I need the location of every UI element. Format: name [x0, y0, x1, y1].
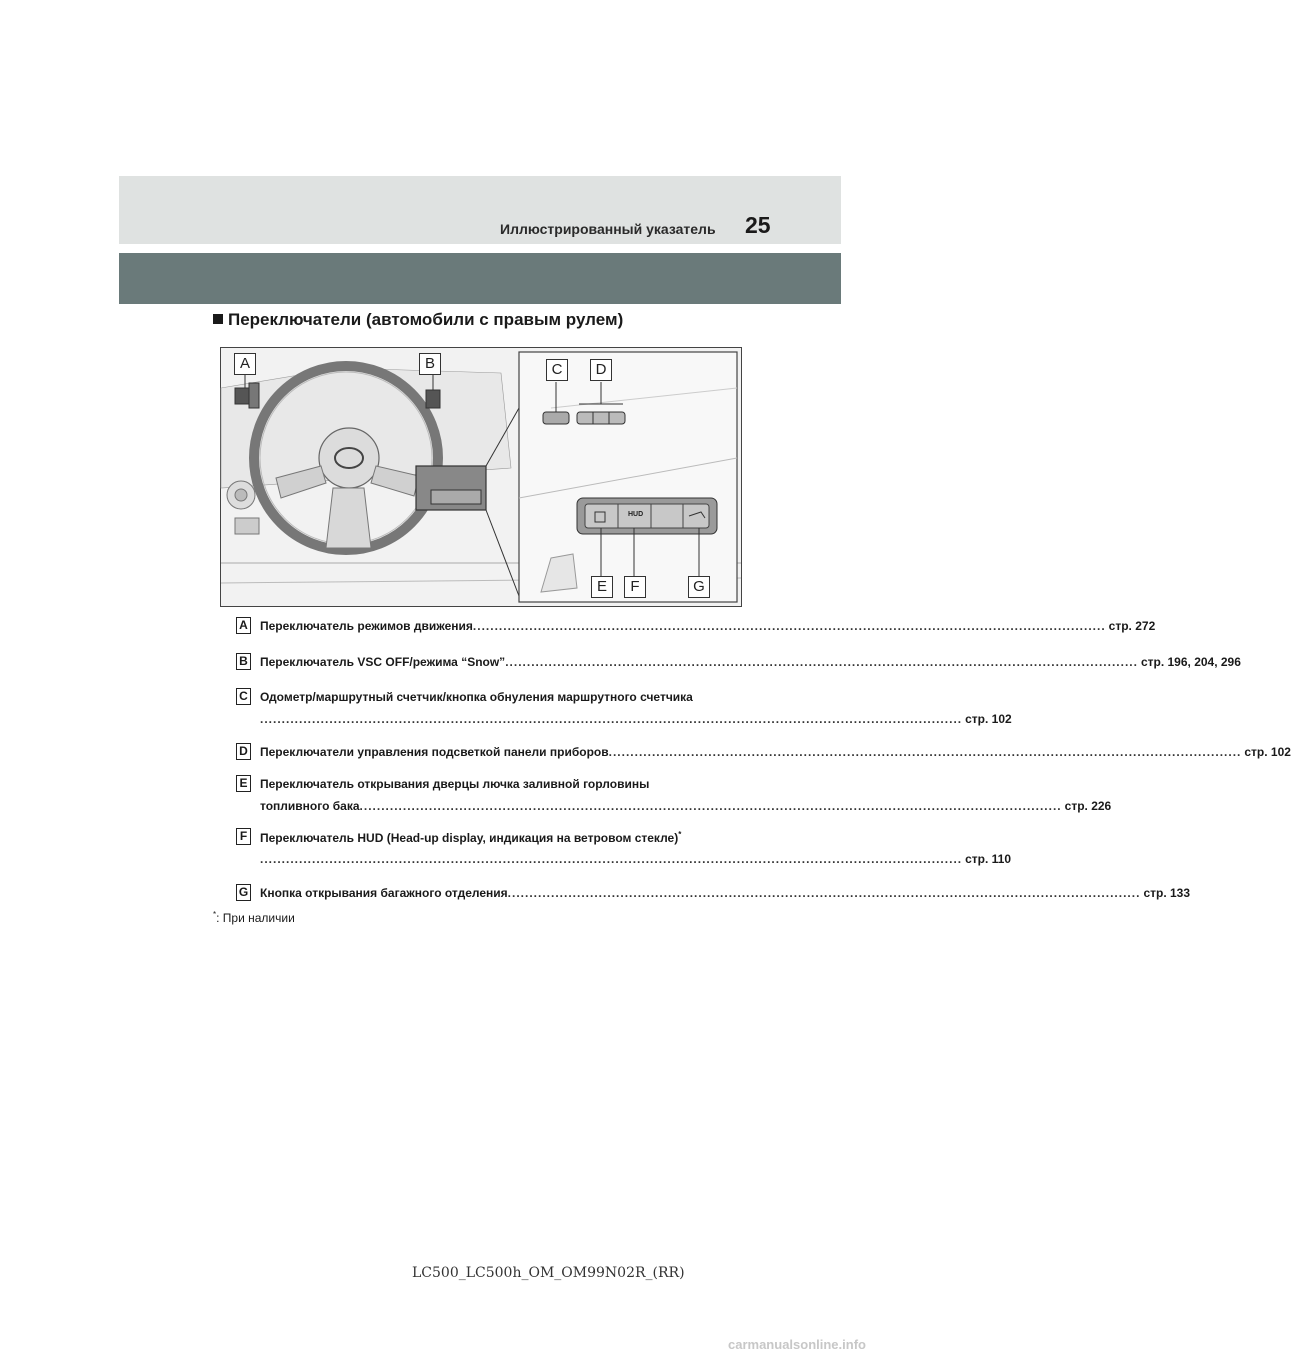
item-text: Переключатель режимов движения	[260, 619, 473, 633]
figure-label-f: F	[624, 576, 646, 598]
item-page-ref: стр. 102	[965, 712, 1012, 726]
item-text: Одометр/маршрутный счетчик/кнопка обнуления маршрутного счетчика	[260, 690, 693, 704]
item-text-main: Переключатель HUD (Head-up display, индикация на ветровом стекле)	[260, 831, 679, 845]
item-text: Переключатели управления подсветкой панели приборов	[260, 745, 609, 759]
dashboard-drawing	[221, 348, 741, 606]
hud-switch-text: HUD	[628, 511, 644, 518]
item-badge: A	[236, 617, 251, 634]
item-text: Переключатель HUD (Head-up display, индикация на ветровом стекле)*	[260, 830, 682, 845]
item-text: Переключатель открывания дверцы лючка заливной горловины	[260, 777, 650, 791]
figure-label-c: C	[546, 359, 568, 381]
figure-label-a: A	[234, 353, 256, 375]
item-text-continued: топливного бака	[260, 799, 360, 813]
footnote	[213, 910, 295, 925]
item-badge: F	[236, 828, 251, 845]
item-text: Переключатель VSC OFF/режима “Snow”	[260, 655, 506, 669]
item-badge: E	[236, 775, 251, 792]
item-page-ref: стр. 272	[1108, 619, 1156, 633]
figure-label-b: B	[419, 353, 441, 375]
section-title-text: Переключатели (автомобили с правым рулем)	[228, 310, 624, 329]
item-badge: D	[236, 743, 251, 760]
section-title	[213, 310, 623, 330]
footnote-text: : При наличии	[216, 911, 295, 925]
item-page-ref: стр. 133	[1143, 886, 1191, 900]
figure-label-d: D	[590, 359, 612, 381]
page-number: 25	[745, 212, 771, 238]
figure-label-e: E	[591, 576, 613, 598]
item-text: Кнопка открывания багажного отделения	[260, 886, 508, 900]
item-page-ref: стр. 226	[1064, 799, 1112, 813]
footnote-marker: *	[213, 910, 217, 919]
figure-label-g: G	[688, 576, 710, 598]
item-page-ref: стр. 102	[1244, 745, 1291, 759]
item-badge: G	[236, 884, 251, 901]
item-badge: B	[236, 653, 251, 670]
dashboard-illustration	[220, 347, 742, 607]
item-page-ref: стр. 110	[965, 852, 1012, 866]
square-bullet-icon	[213, 314, 223, 324]
header-bar	[119, 176, 841, 244]
document-code: LC500_LC500h_OM_OM99N02R_(RR)	[412, 1265, 685, 1281]
item-page-ref: стр. 196, 204, 296	[1140, 655, 1241, 669]
inset-detail	[519, 352, 737, 602]
item-badge: C	[236, 688, 251, 705]
header-band	[119, 253, 841, 304]
header-title: Иллюстрированный указатель	[500, 221, 716, 237]
watermark: carmanualsonline.info	[728, 1337, 866, 1352]
